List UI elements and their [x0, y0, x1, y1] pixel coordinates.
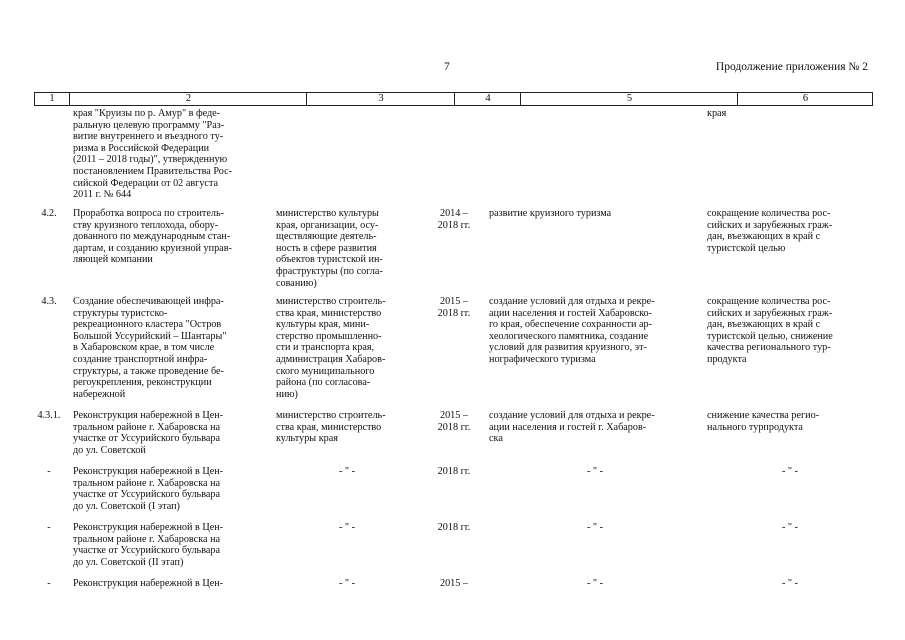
header-col-3: 3	[306, 93, 455, 105]
row-executor: - " -	[338, 522, 356, 533]
page-number: 7	[444, 61, 450, 73]
continuation-label: Продолжение приложения № 2	[715, 61, 868, 73]
row-indicator: сокращение количества рос- сийских и зарубежных граж- дан, въезжающих в край с туристской целью	[707, 208, 833, 254]
row-number: 4.2.	[41, 208, 57, 219]
row-result: - " -	[586, 578, 604, 589]
row-event: Реконструкция набережной в Цен-	[73, 578, 224, 589]
row-number: -	[47, 466, 51, 477]
header-col-5: 5	[520, 93, 738, 105]
row-event: края "Круизы по р. Амур" в феде- ральную целевую программу "Раз- витие внутреннего и въездного ту- ризма в Российской Федерации (2011 – 2018 годы)", утвержденную постановлением Правительства Рос- сийской Федерации от 02 августа 2011 г. № 644	[73, 108, 232, 201]
row-number: -	[47, 522, 51, 533]
row-number: -	[47, 578, 51, 589]
row-result: создание условий для отдыха и рекре- ации населения и гостей г. Хабаров- ска	[489, 410, 655, 445]
header-col-1: 1	[49, 93, 55, 104]
row-term: 2014 – 2018 гг.	[437, 208, 471, 231]
row-result: создание условий для отдыха и рекре- ации населения и гостей Хабаровско- го края, обеспечение сохранности ар- хеологического памятника, создание условий для развития круизного, эт- нографического туризма	[489, 296, 655, 365]
row-event: Реконструкция набережной в Цен- тральном районе г. Хабаровска на участке от Уссурийского бульвара до ул. Советской	[73, 410, 224, 456]
row-event: Создание обеспечивающей инфра- структуры туристско- рекреационного кластера "Остров Большой Уссурийский – Шантары" в Хабаровском крае, в том числе создание транспортной инфра- структуры, а также проведение бе- регоукрепления, реконструкции набережной	[73, 296, 227, 400]
row-executor: - " -	[338, 466, 356, 477]
row-indicator: - " -	[781, 578, 799, 589]
row-number: 4.3.1.	[37, 410, 61, 421]
header-col-4: 4	[454, 93, 521, 105]
row-term: 2015 – 2018 гг.	[437, 296, 471, 319]
row-event: Реконструкция набережной в Цен- тральном районе г. Хабаровска на участке от Уссурийского бульвара до ул. Советской (I этап)	[73, 466, 224, 512]
header-col-6: 6	[737, 93, 873, 105]
row-term: 2015 –	[439, 578, 468, 589]
row-executor: министерство строитель- ства края, министерство культуры края	[276, 410, 386, 445]
table-header	[34, 92, 873, 106]
row-number: 4.3.	[41, 296, 57, 307]
row-executor: министерство строитель- ства края, министерство культуры края, мини- стерство промышленно- сти и транспорта края, администрация Хабаров- ского муниципального района (по согласова- нию)	[276, 296, 386, 400]
row-result: - " -	[586, 522, 604, 533]
row-result: - " -	[586, 466, 604, 477]
row-term: 2015 – 2018 гг.	[437, 410, 471, 433]
row-executor: министерство культуры края, организации, осу- ществляющие деятель- ность в сфере развития объектов туристской ин- фраструктуры (по согла- сованию)	[276, 208, 383, 289]
row-event: Реконструкция набережной в Цен- тральном районе г. Хабаровска на участке от Уссурийского бульвара до ул. Советской (II этап)	[73, 522, 224, 568]
row-term: 2018 гг.	[437, 466, 471, 477]
row-indicator: сокращение количества рос- сийских и зарубежных граж- дан, въезжающих в край с туристской целью, снижение качества регионального тур- продукта	[707, 296, 833, 365]
row-executor: - " -	[338, 578, 356, 589]
row-term: 2018 гг.	[437, 522, 471, 533]
row-indicator: снижение качества регио- нального турпродукта	[707, 410, 820, 433]
header-col-2: 2	[69, 93, 307, 105]
row-indicator: края	[707, 108, 727, 119]
row-result: развитие круизного туризма	[489, 208, 612, 219]
row-indicator: - " -	[781, 466, 799, 477]
row-event: Проработка вопроса по строитель- ству круизного теплохода, обору- дованного по международным стан- дартам, и созданию круизной управ- ляющей компании	[73, 208, 232, 266]
row-indicator: - " -	[781, 522, 799, 533]
